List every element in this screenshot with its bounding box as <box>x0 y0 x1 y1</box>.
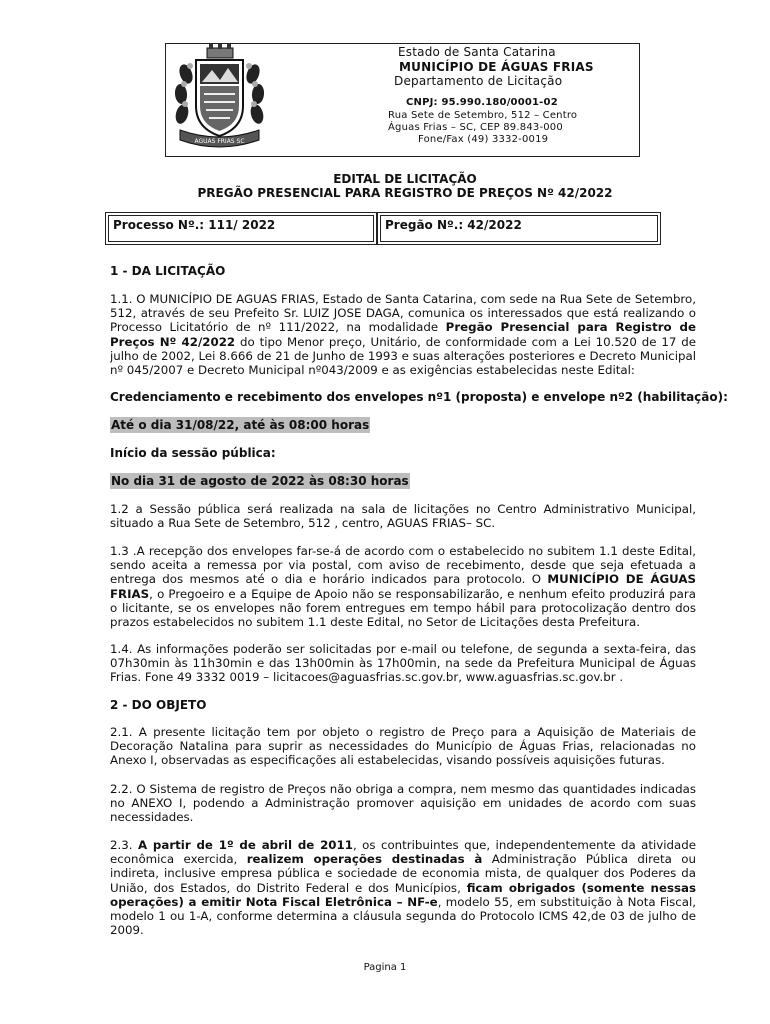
session-date-highlight <box>110 474 410 488</box>
municipal-crest-logo <box>172 44 267 152</box>
paragraph-1-4: 1.4. As informações poderão ser solicitadas por e-mail ou telefone, de segunda a sexta-feira, das 07h30min às 11h30min e das 13h00min às 17h00min, na sede da Prefeitura Municipal de Águas Frias. Fone 49 3332 0019 – licitacoes@aguasfrias.sc.gov.br, www.aguasfrias.sc.gov.br . <box>110 642 696 685</box>
paragraph-2-3-bold-2: realizem operações destinadas à <box>246 852 483 867</box>
paragraph-1-1-bold: Pregão Presencial para Registro de Preços Nº 42/2022 <box>110 320 696 349</box>
paragraph-1-3-text-end: , o Pregoeiro e a Equipe de Apoio não se responsabilizarão, e nenhum efeito produzirá para o licitante, se os envelopes não forem entregues em tempo hábil para protocolização dentro dos prazos estabelecidos no subitem 1.1 deste Edital, no Setor de Licitações desta Prefeitura. <box>110 586 696 630</box>
header-municipality: MUNICÍPIO DE ÁGUAS FRIAS <box>399 60 594 74</box>
paragraph-1-3 <box>110 544 696 629</box>
paragraph-2-3-text-3: , modelo 55, em substituição à Nota Fiscal, modelo 1 ou 1-A, conforme determina a cláusula segunda do Protocolo ICMS 42,de 03 de julho de 2009. <box>110 894 697 938</box>
paragraph-2-3-text-2: Administração Pública direta ou indireta, inclusive empresa pública e sociedade de economia mista, de qualquer dos Poderes da União, dos Estados, do Distrito Federal e dos Municípios, <box>110 852 696 895</box>
paragraph-2-3-bold-1: A partir de 1º de abril de 2011 <box>137 838 353 852</box>
paragraph-1-1-text: 1.1. O MUNICÍPIO DE AGUAS FRIAS, Estado de Santa Catarina, com sede na Rua Sete de Setembro, 512, através de seu Prefeito Sr. LUIZ JOSE DAGA, comunica os interessados que está realizando o Processo Licitatório de nº 111/2022, na modalidade <box>110 292 696 335</box>
paragraph-1-3-text: 1.3 .A recepção dos envelopes far-se-á de acordo com o estabelecido no subitem 1.1 deste Edital, sendo aceita a remessa por via postal, com aviso de recebimento, desde que seja efetuada a entrega dos mesmos até o dia e horário indicados para protocolo. O <box>110 544 696 587</box>
header-address: Rua Sete de Setembro, 512 – Centro <box>388 110 578 121</box>
processo-number: Processo Nº.: 111/ 2022 <box>113 218 276 232</box>
header-department: Departamento de Licitação <box>394 74 563 88</box>
paragraph-1-3-bold: MUNICÍPIO DE ÁGUAS FRIAS <box>110 572 696 601</box>
pregao-number: Pregão Nº.: 42/2022 <box>385 218 522 232</box>
header-state: Estado de Santa Catarina <box>398 45 556 59</box>
page-number: Pagina 1 <box>363 962 407 973</box>
deadline-text: Até o dia 31/08/22, até às 08:00 horas <box>111 418 370 432</box>
header-city: Águas Frias – SC, CEP 89.843-000 <box>388 122 563 133</box>
paragraph-2-3-bold-3: ficam obrigados (somente nessas operações) a emitir Nota Fiscal Eletrônica – NF-e <box>110 880 696 909</box>
paragraph-1-1-text-end: do tipo Menor preço, Unitário, de conformidade com a Lei 10.520 de 17 de julho de 2002, Lei 8.666 de 21 de Junho de 1993 e suas alterações posteriores e Decreto Municipal nº 045/2007 e Decreto Municipal nº043/2009 e as exigências estabelecidas neste Edital: <box>110 334 696 378</box>
paragraph-2-3-number: 2.3. <box>110 838 138 852</box>
section-1-heading: 1 - DA LICITAÇÃO <box>110 264 226 278</box>
paragraph-1-1 <box>110 292 696 377</box>
paragraph-2-3 <box>110 838 696 937</box>
session-label: Início da sessão pública: <box>110 446 276 460</box>
crest-banner-text: AGUAS FRIAS SC <box>194 138 245 145</box>
edital-subtitle: PREGÃO PRESENCIAL PARA REGISTRO DE PREÇOS Nº 42/2022 <box>197 186 613 200</box>
paragraph-2-1: 2.1. A presente licitação tem por objeto o registro de Preço para a Aquisição de Materiais de Decoração Natalina para suprir as necessidades do Município de Águas Frias, relacionadas no Anexo I, observadas as especificações ali estabelecidas, visando possíveis aquisições futuras. <box>110 725 696 768</box>
paragraph-2-2: 2.2. O Sistema de registro de Preços não obriga a compra, nem mesmo das quantidades indicadas no ANEXO I, podendo a Administração promover aquisição em unidades de acordo com suas necessidades. <box>110 782 696 825</box>
paragraph-1-2: 1.2 a Sessão pública será realizada na sala de licitações no Centro Administrativo Municipal, situado a Rua Sete de Setembro, 512 , centro, AGUAS FRIAS– SC. <box>110 502 696 531</box>
deadline-highlight <box>110 418 370 432</box>
credenciamento-label: Credenciamento e recebimento dos envelopes nº1 (proposta) e envelope nº2 (habilitação): <box>110 390 728 404</box>
edital-title: EDITAL DE LICITAÇÃO <box>333 172 477 186</box>
pregao-box <box>377 212 661 245</box>
processo-box <box>105 212 377 245</box>
session-date-text: No dia 31 de agosto de 2022 às 08:30 horas <box>111 474 409 488</box>
section-2-heading: 2 - DO OBJETO <box>110 698 207 712</box>
paragraph-2-3-text-1: , os contribuintes que, independentemente da atividade econômica exercida, <box>110 838 697 867</box>
header-cnpj: CNPJ: 95.990.180/0001-02 <box>406 97 558 108</box>
header-phone: Fone/Fax (49) 3332-0019 <box>418 134 549 145</box>
